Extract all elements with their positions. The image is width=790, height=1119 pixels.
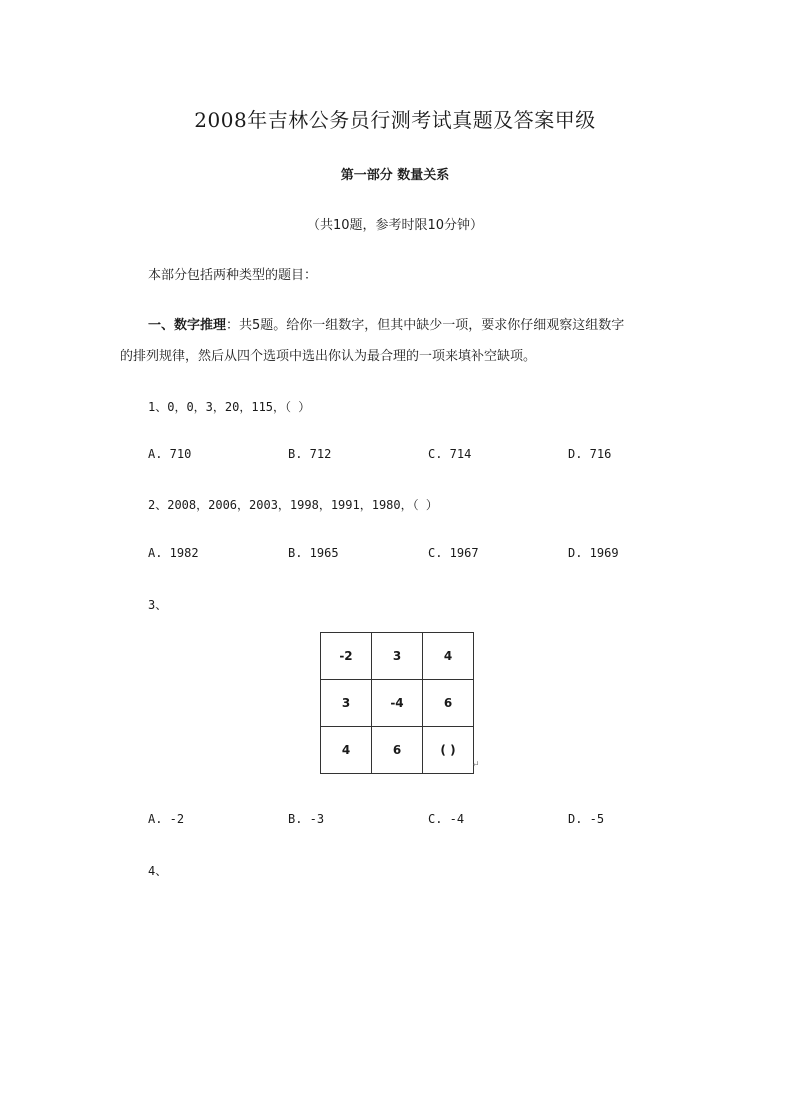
grid-cell: 4 — [321, 727, 372, 774]
section-title: 第一部分 数量关系 — [340, 168, 450, 183]
q1-option-c: C. 714 — [428, 447, 472, 461]
q3-number-grid — [320, 632, 474, 774]
grid-row — [321, 727, 474, 774]
part1-text-line1: ：共5题。给你一组数字，但其中缺少一项，要求你仔细观察这组数字 — [226, 318, 625, 333]
q3-option-c: C. -4 — [428, 812, 465, 826]
q1-option-b: B. 712 — [288, 447, 332, 461]
q1-option-d: D. 716 — [568, 447, 612, 461]
q2-option-a: A. 1982 — [148, 546, 199, 560]
part1-lead: 一、数字推理 — [148, 318, 227, 333]
part1-paragraph — [148, 314, 708, 333]
section-note: （共10题，参考时限10分钟） — [306, 218, 484, 233]
q2-option-d: D. 1969 — [568, 546, 619, 560]
q3-option-b: B. -3 — [288, 812, 325, 826]
grid-cell: 3 — [372, 633, 423, 680]
grid-cell: ( ) — [423, 727, 474, 774]
grid-row — [321, 680, 474, 727]
grid-cell: -2 — [321, 633, 372, 680]
intro-text: 本部分包括两种类型的题目： — [148, 268, 318, 283]
q2-option-c: C. 1967 — [428, 546, 479, 560]
grid-cell: 3 — [321, 680, 372, 727]
grid-cell: 6 — [372, 727, 423, 774]
q1-stem: 1、0，0，3，20，115，（ ） — [148, 400, 311, 414]
grid-cell: -4 — [372, 680, 423, 727]
document-title: 2008年吉林公务员行测考试真题及答案甲级 — [194, 108, 596, 132]
q1-option-a: A. 710 — [148, 447, 192, 461]
grid-cell: 6 — [423, 680, 474, 727]
q2-option-b: B. 1965 — [288, 546, 339, 560]
grid-cell: 4 — [423, 633, 474, 680]
q4-stem: 4、 — [148, 864, 168, 878]
paragraph-return-mark: ↵ — [472, 760, 480, 770]
part1-text-line2: 的排列规律，然后从四个选项中选出你认为最合理的一项来填补空缺项。 — [120, 349, 537, 364]
q3-option-d: D. -5 — [568, 812, 605, 826]
grid-row — [321, 633, 474, 680]
q3-option-a: A. -2 — [148, 812, 185, 826]
q2-stem: 2、2008，2006，2003，1998，1991，1980，（ ） — [148, 498, 438, 512]
q3-stem: 3、 — [148, 598, 168, 612]
